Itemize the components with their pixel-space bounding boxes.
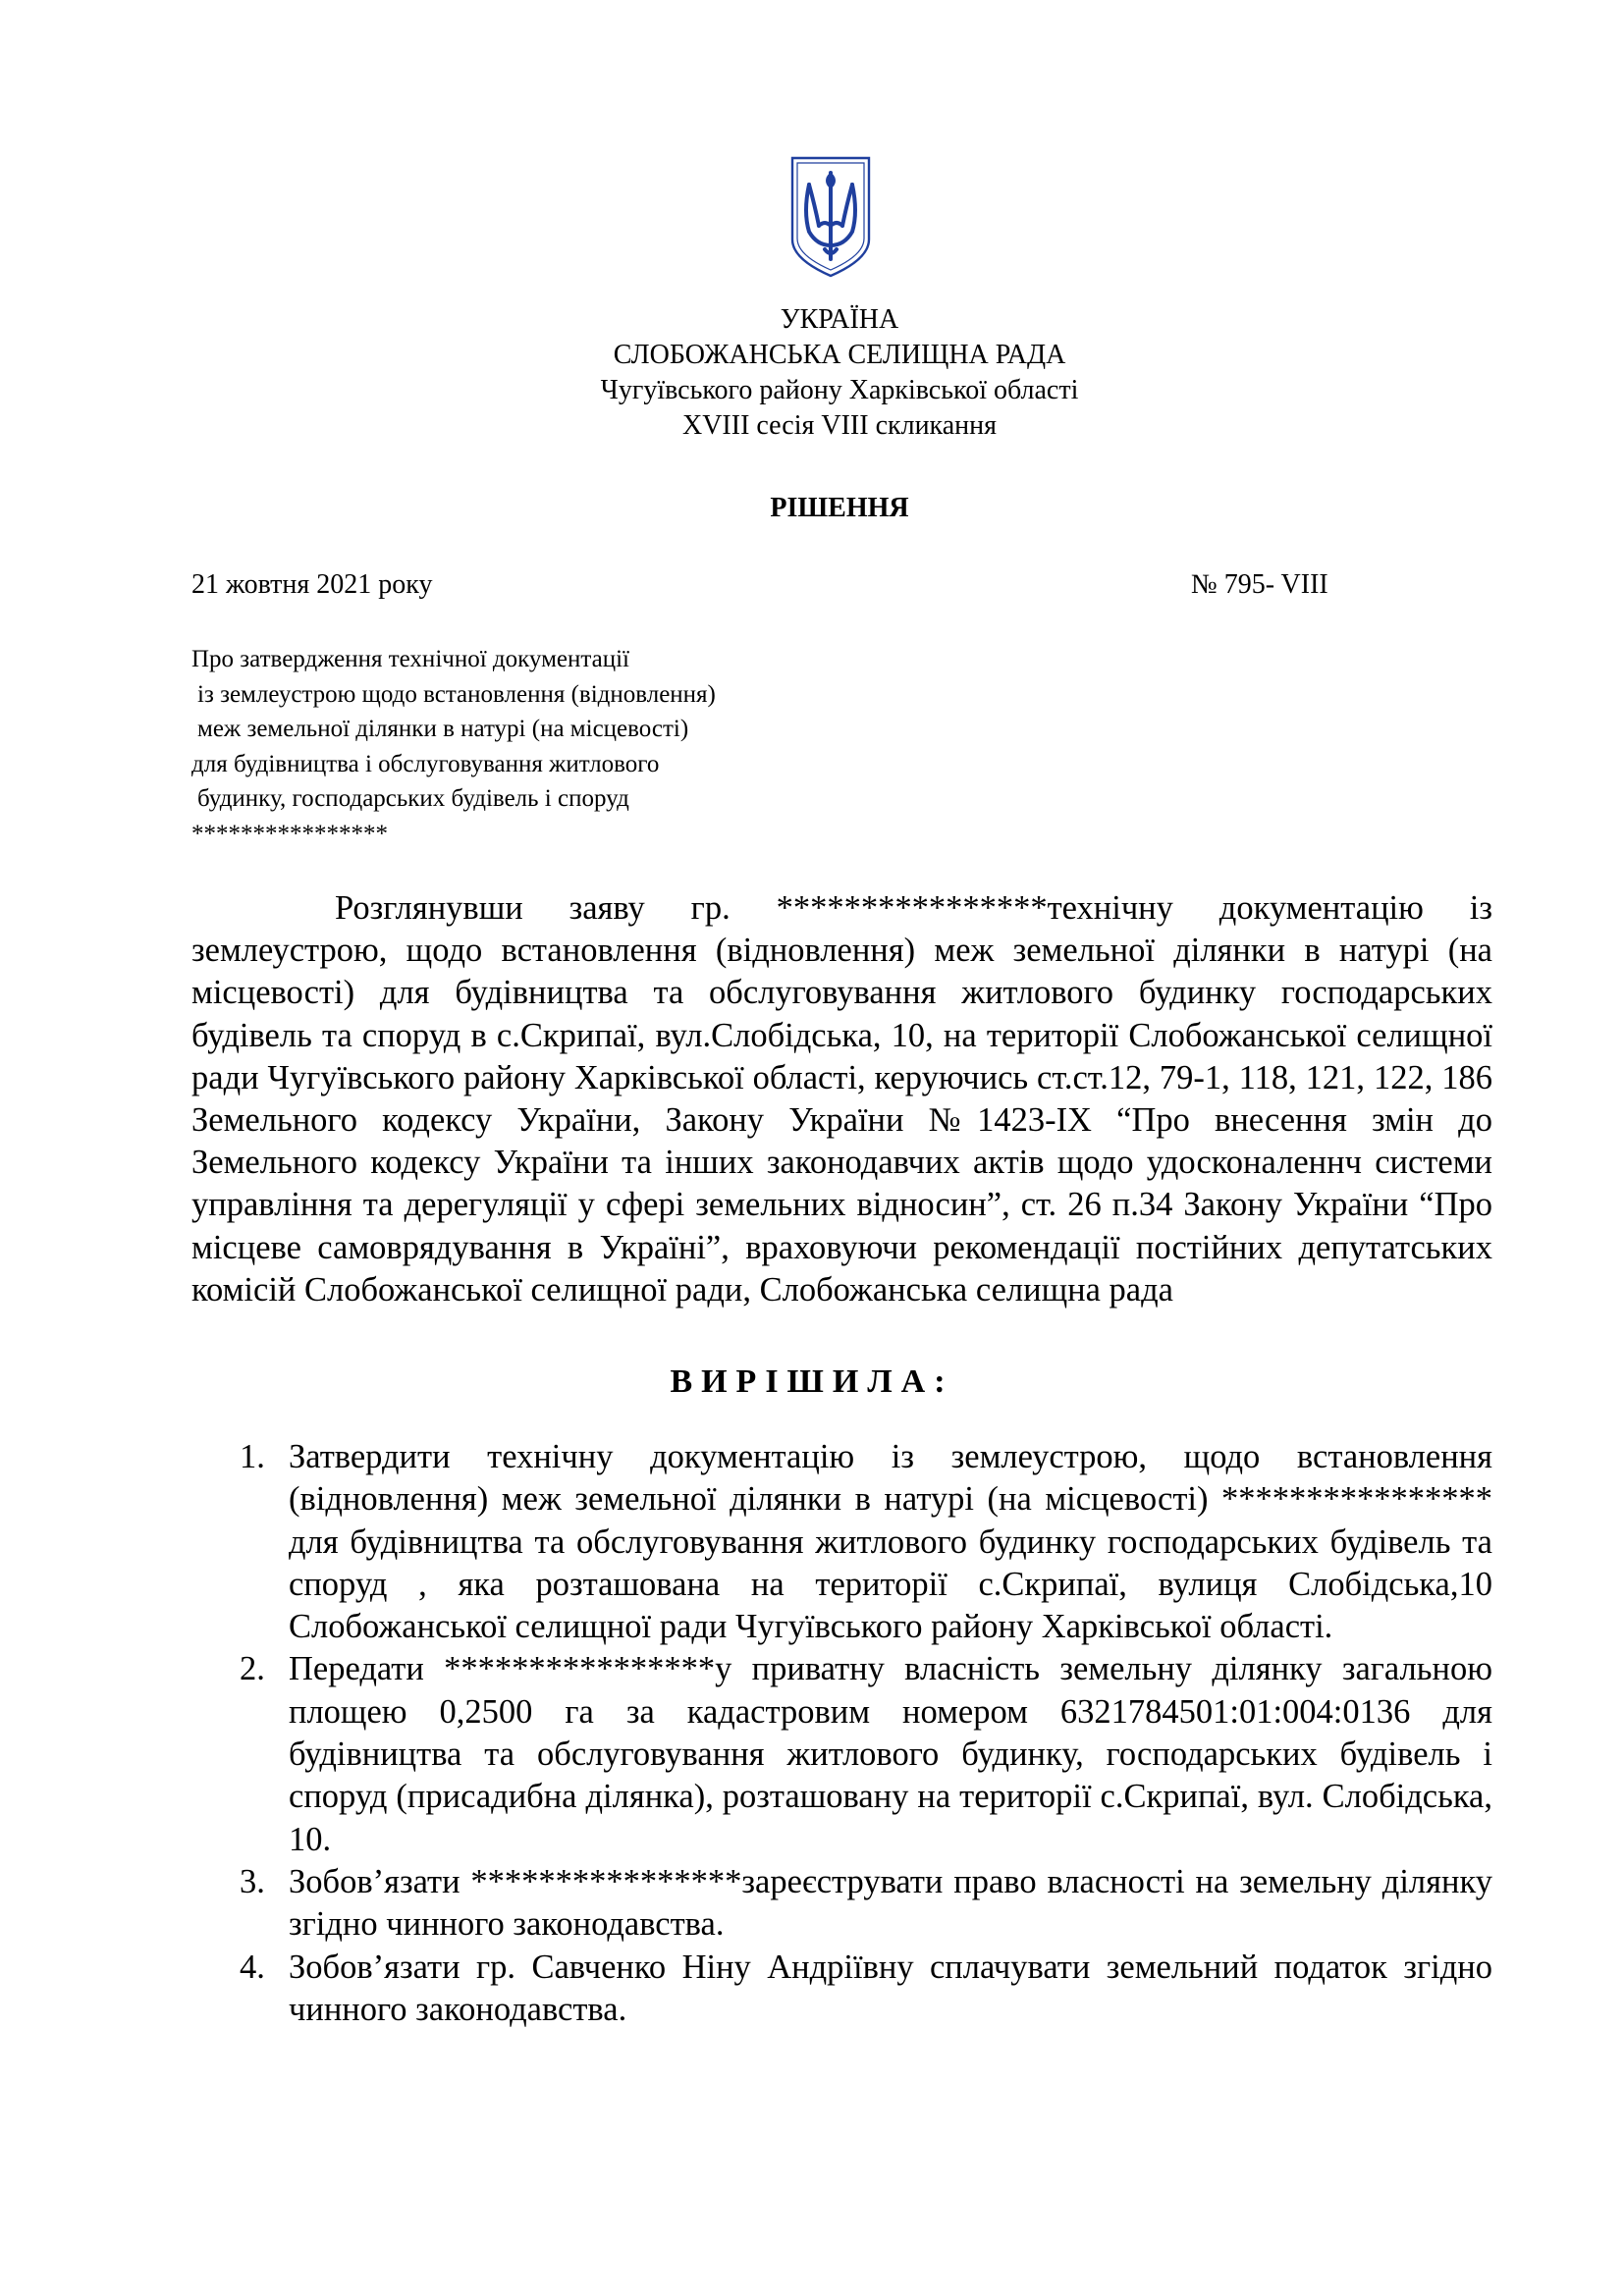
decision-subject (191, 642, 716, 852)
item-number: 3. (240, 1862, 265, 1900)
subject-line: **************** (191, 820, 388, 847)
item-number: 4. (240, 1948, 265, 1986)
decision-item (240, 1648, 1492, 1860)
item-text: Зобов’язати ****************зареєструвати право власності на земельну ділянку згідно чинного законодавства. (289, 1862, 1492, 1944)
subject-line: будинку, господарських будівель і споруд (197, 785, 629, 813)
decision-items (240, 1436, 1492, 2031)
coat-of-arms-icon (789, 155, 872, 279)
item-number: 2. (240, 1650, 265, 1688)
decision-date: 21 жовтня 2021 року (191, 569, 433, 600)
item-number: 1. (240, 1438, 265, 1475)
decided-heading: ВИРІШИЛА: (670, 1363, 954, 1400)
header-country: УКРАЇНА (780, 304, 899, 335)
decision-item (240, 1436, 1492, 1648)
header-district: Чугуївського району Харківської області (600, 375, 1079, 405)
document-header (0, 302, 1624, 444)
document-title: РІШЕННЯ (770, 493, 909, 523)
decision-item (240, 1861, 1492, 1947)
preamble-paragraph: Розглянувши заяву гр. ****************технічну документацію із землеустрою, щодо встановлення (відновлення) меж земельної ділянки в натурі (на місцевості) для будівництва та обслуговування житлового будинку господарських будівель та споруд в с.Скрипаї, вул.Слобідська, 10, на території Слобожанської селищної ради Чугуївського району Харківської області, керуючись ст.ст.12, 79-1, 118, 121, 122, 186 Земельного кодексу України, Закону України №1423-IX “Про внесення змін до Земельного кодексу України та інших законодавчих актів щодо удосконаленнч системи управління та дерегуляції у сфері земельних відносин”, ст. 26 п.34 Закону України “Про місцеве самоврядування в Україні”, враховуючи рекомендації постійних депутатських комісій Слобожанської селищної ради, Слобожанська селищна рада (191, 889, 1492, 1308)
subject-line: для будівництва і обслуговування житлового (191, 750, 660, 777)
decision-number: № 795- VIII (1191, 569, 1328, 600)
subject-line: Про затвердження технічної документації (191, 646, 629, 672)
subject-line: меж земельної ділянки в натурі (на місцевості) (197, 716, 689, 743)
item-text: Передати ****************у приватну власність земельну ділянку загальною площею 0,2500 га за кадастровим номером 6321784501:01:004:0136 для будівництва та обслуговування житлового будинку, господарських будівель і споруд (присадибна ділянка), розташовану на території с.Скрипаї, вул. Слобідська, 10. (289, 1650, 1492, 1858)
header-council: СЛОБОЖАНСЬКА СЕЛИЩНА РАДА (613, 340, 1066, 370)
item-text: Затвердити технічну документацію із землеустрою, щодо встановлення (відновлення) меж земельної ділянки в натурі (на місцевості) **************** для будівництва та обслуговування житлового будинку господарських будівель та споруд , яка розташована на території с.Скрипаї, вулиця Слобідська,10 Слобожанської селищної ради Чугуївського району Харківської області. (289, 1438, 1492, 1646)
item-text: Зобов’язати гр. Савченко Ніну Андріївну сплачувати земельний податок згідно чинного законодавства. (289, 1948, 1492, 2028)
header-session: XVIII сесія VIII скликання (681, 410, 998, 441)
subject-line: із землеустрою щодо встановлення (відновлення) (197, 680, 716, 708)
decision-item (240, 1947, 1492, 2032)
